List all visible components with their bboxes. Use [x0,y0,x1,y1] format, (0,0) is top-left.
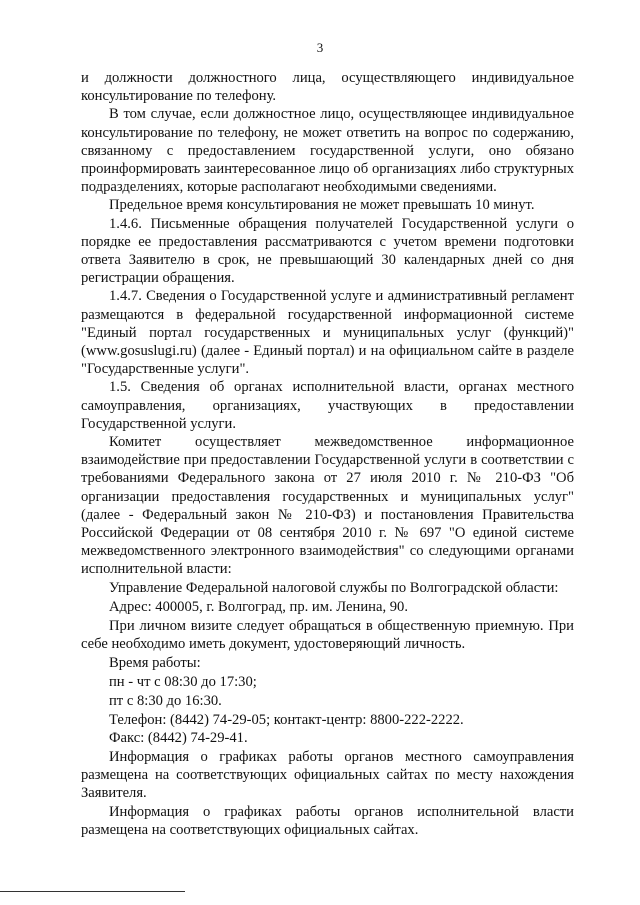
paragraph-phone-consultant: и должности должностного лица, осуществляющего индивидуальное консультирование по телефону. [81,70,574,105]
paragraph-time-limit: Предельное время консультирования не может превышать 10 минут. [109,197,535,214]
document-body [81,69,574,840]
paragraph-hours-fri: пт с 8:30 до 16:30. [109,692,222,709]
paragraph-1-4-6: 1.4.6. Письменные обращения получателей Государственной услуги о порядке ее предоставления рассматриваются с учетом времени подготовки ответа Заявителю в срок, не превышающий 30 календарных дней со дня регистрации обращения. [81,215,574,287]
paragraph-fax: Факс: (8442) 74-29-41. [109,730,248,747]
paragraph-tax-service: Управление Федеральной налоговой службы по Волгоградской области: [109,579,559,596]
paragraph-local-schedule: Информация о графиках работы органов местного самоуправления размещена на соответствующих официальных сайтах по месту нахождения Заявителя. [81,748,574,801]
paragraph-1-5: 1.5. Сведения об органах исполнительной власти, органах местного самоуправления, организациях, участвующих в предоставлении Государственной услуги. [81,379,574,432]
paragraph-executive-schedule: Информация о графиках работы органов исполнительной власти размещена на соответствующих официальных сайтах. [81,804,574,839]
paragraph-1-4-7: 1.4.7. Сведения о Государственной услуге и административный регламент размещаются в федеральной государственной информационной системе "Единый портал государственных и муниципальных услуг (функций)" (www.gosuslugi.ru) (далее - Единый портал) и на официальном сайте в разделе "Государственные услуги". [81,288,574,378]
paragraph-address: Адрес: 400005, г. Волгоград, пр. им. Ленина, 90. [109,598,408,615]
paragraph-visit: При личном визите следует обращаться в общественную приемную. При себе необходимо иметь документ, удостоверяющий личность. [81,618,574,653]
paragraph-hours-mon-thu: пн - чт с 08:30 до 17:30; [109,673,257,690]
paragraph-redirect-case: В том случае, если должностное лицо, осуществляющее индивидуальное консультирование по телефону, не может ответить на вопрос по содержанию, связанному с предоставлением государственной услуги, оно обязано проинформировать заинтересованное лицо об организациях либо структурных подразделениях, которые располагают необходимыми сведениями. [81,106,574,196]
footnote-divider [0,891,185,892]
paragraph-work-hours-title: Время работы: [109,654,201,671]
paragraph-phone: Телефон: (8442) 74-29-05; контакт-центр: 8800-222-2222. [109,712,464,729]
page-number: 3 [316,40,324,55]
paragraph-committee-interaction: Комитет осуществляет межведомственное информационное взаимодействие при предоставлении Государственной услуги в соответствии с требованиями Федерального закона от 27 июля 2010 г. № 210-ФЗ "Об организации предоставления государственных и муниципальных услуг" (далее - Федеральный закон № 210-ФЗ) и постановления Правительства Российской Федерации от 08 сентября 2010 г. № 697 "О единой системе межведомственного электронного взаимодействия" со следующими органами исполнительной власти: [81,434,574,578]
